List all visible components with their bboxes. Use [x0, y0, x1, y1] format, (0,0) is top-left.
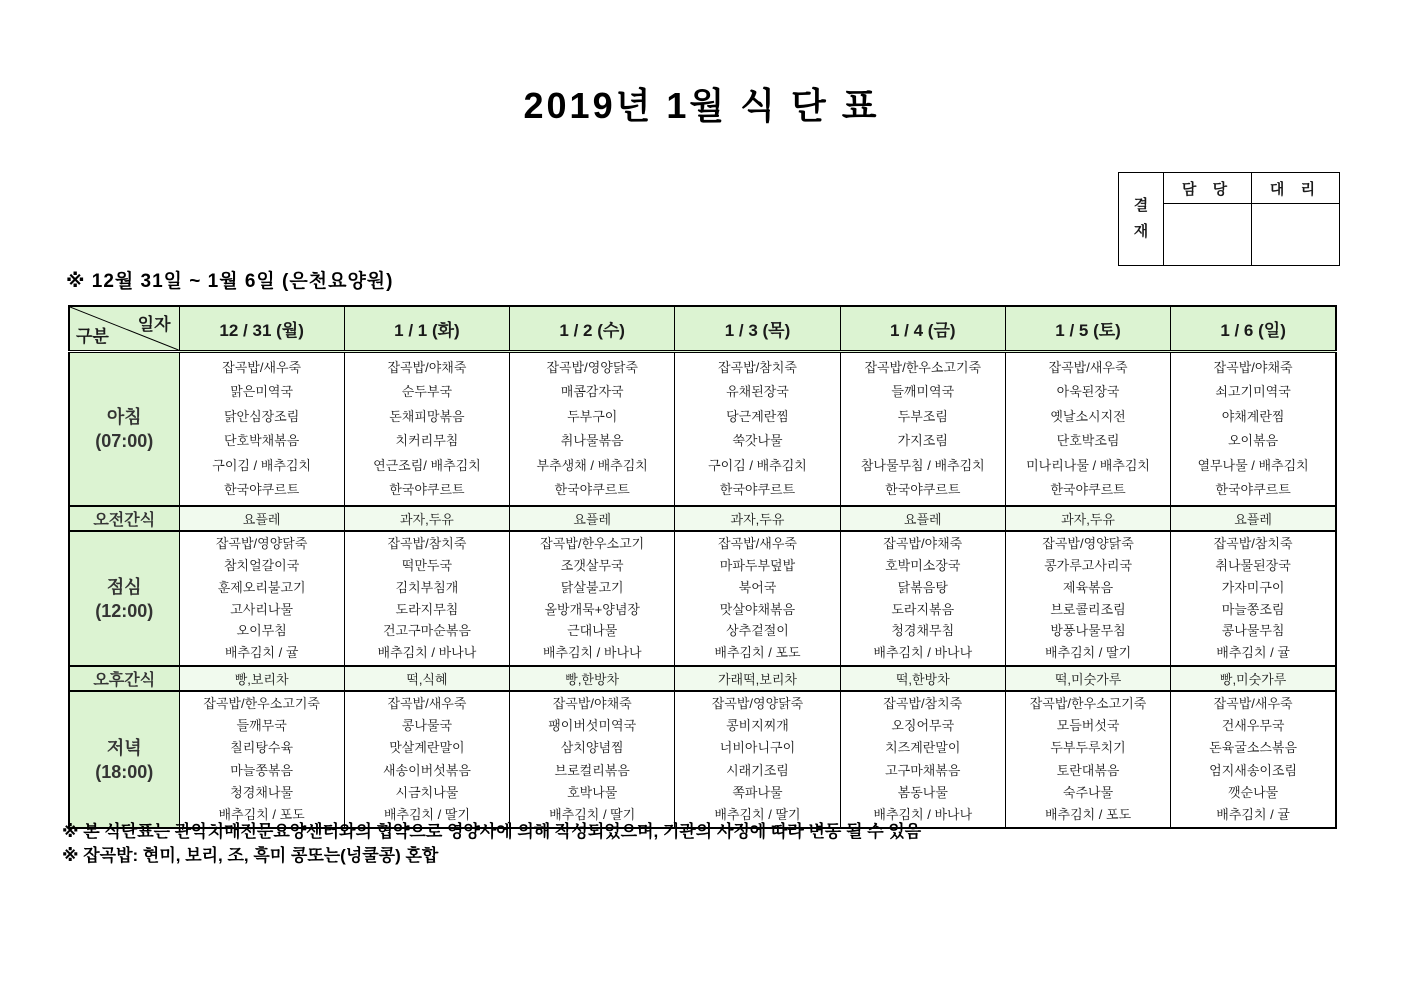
- row-breakfast: [69, 352, 1336, 507]
- approval-signature-cell: [1164, 204, 1252, 266]
- dinner-cell-4: 잡곡밥/참치죽 오징어무국 치즈계란말이 고구마채볶음 봄동나물 배추김치 / 바나나: [840, 691, 1005, 828]
- breakfast-cell-4: 잡곡밥/한우소고기죽 들깨미역국 두부조림 가지조림 참나물무침 / 배추김치 한국야쿠르트: [840, 352, 1005, 507]
- approval-label-text: 결재: [1133, 197, 1149, 240]
- footnote-2: ※ 잡곡밥: 현미, 보리, 조, 흑미 콩또는(넝쿨콩) 혼합: [62, 846, 439, 865]
- corner-label-category: 구분: [76, 327, 109, 346]
- lunch-cell-5: 잡곡밥/영양닭죽 콩가루고사리국 제육볶음 브로콜리조림 방풍나물무침 배추김치 / 딸기: [1005, 531, 1170, 666]
- pm-snack-cell-4: 떡,한방차: [840, 666, 1005, 691]
- breakfast-cell-0: 잡곡밥/새우죽 맑은미역국 닭안심장조림 단호박채볶음 구이김 / 배추김치 한국야쿠르트: [179, 352, 344, 507]
- pm-snack-cell-3: 가래떡,보리차: [675, 666, 840, 691]
- row-lunch: [69, 531, 1336, 666]
- day-header-row: [69, 306, 1336, 352]
- breakfast-cell-2: 잡곡밥/영양닭죽 매콤감자국 두부구이 취나물볶음 부추생채 / 배추김치 한국야쿠르트: [510, 352, 675, 507]
- row-am-snack: [69, 506, 1336, 531]
- corner-cell: [69, 306, 179, 352]
- day-header-1: 1 / 1 (화): [344, 306, 509, 352]
- approval-label: [1119, 173, 1164, 266]
- menu-table: [68, 305, 1337, 829]
- approval-box: [1118, 172, 1340, 266]
- footnote-1: ※ 본 식단표는 관악치매전문요양센터와의 협약으로 영양사에 의해 작성되었으며, 기관의 사정에 따라 변동 될 수 있음: [62, 822, 922, 841]
- menu-body: [69, 352, 1336, 829]
- date-range-subtitle: ※ 12월 31일 ~ 1월 6일 (은천요양원): [66, 271, 394, 292]
- dinner-cell-6: 잡곡밥/새우죽 건새우무국 돈육굴소스볶음 엄지새송이조림 깻순나물 배추김치 / 귤: [1171, 691, 1336, 828]
- corner-label-date: 일자: [137, 315, 171, 334]
- pm-snack-cell-1: 떡,식혜: [344, 666, 509, 691]
- lunch-cell-1: 잡곡밥/참치죽 떡만두국 김치부침개 도라지무침 건고구마순볶음 배추김치 / 바나나: [344, 531, 509, 666]
- am-snack-cell-4: 요플레: [840, 506, 1005, 531]
- day-header-6: 1 / 6 (일): [1171, 306, 1336, 352]
- breakfast-cell-5: 잡곡밥/새우죽 아욱된장국 옛날소시지전 단호박조림 미나리나물 / 배추김치 한국야쿠르트: [1005, 352, 1170, 507]
- lunch-cell-4: 잡곡밥/야채죽 호박미소장국 닭볶음탕 도라지볶음 청경채무침 배추김치 / 바나나: [840, 531, 1005, 666]
- lunch-cell-6: 잡곡밥/참치죽 취나물된장국 가자미구이 마늘쫑조림 콩나물무침 배추김치 / 귤: [1171, 531, 1336, 666]
- am-snack-cell-6: 요플레: [1171, 506, 1336, 531]
- approval-col-daeri: 대 리: [1252, 173, 1340, 204]
- day-header-0: 12 / 31 (월): [179, 306, 344, 352]
- row-label-breakfast: 아침 (07:00): [69, 352, 179, 507]
- footnotes: [62, 820, 1362, 868]
- pm-snack-cell-6: 빵,미숫가루: [1171, 666, 1336, 691]
- breakfast-cell-3: 잡곡밥/참치죽 유채된장국 당근계란찜 쑥갓나물 구이김 / 배추김치 한국야쿠르트: [675, 352, 840, 507]
- am-snack-cell-2: 요플레: [510, 506, 675, 531]
- row-label-pm-snack: 오후간식: [69, 666, 179, 691]
- day-header-5: 1 / 5 (토): [1005, 306, 1170, 352]
- am-snack-cell-1: 과자,두유: [344, 506, 509, 531]
- pm-snack-cell-5: 떡,미숫가루: [1005, 666, 1170, 691]
- dinner-cell-1: 잡곡밥/새우죽 콩나물국 맛살계란말이 새송이버섯볶음 시금치나물 배추김치 / 딸기: [344, 691, 509, 828]
- dinner-cell-3: 잡곡밥/영양닭죽 콩비지찌개 너비아니구이 시래기조림 쪽파나물 배추김치 / 딸기: [675, 691, 840, 828]
- pm-snack-cell-2: 빵,한방차: [510, 666, 675, 691]
- day-header-3: 1 / 3 (목): [675, 306, 840, 352]
- breakfast-cell-6: 잡곡밥/야채죽 쇠고기미역국 야채계란찜 오이볶음 열무나물 / 배추김치 한국야쿠르트: [1171, 352, 1336, 507]
- day-header-2: 1 / 2 (수): [510, 306, 675, 352]
- lunch-cell-3: 잡곡밥/새우죽 마파두부덮밥 북어국 맛살야채볶음 상추겉절이 배추김치 / 포도: [675, 531, 840, 666]
- am-snack-cell-5: 과자,두유: [1005, 506, 1170, 531]
- am-snack-cell-0: 요플레: [179, 506, 344, 531]
- am-snack-cell-3: 과자,두유: [675, 506, 840, 531]
- row-dinner: [69, 691, 1336, 828]
- dinner-cell-5: 잡곡밥/한우소고기죽 모듬버섯국 두부두루치기 토란대볶음 숙주나물 배추김치 / 포도: [1005, 691, 1170, 828]
- approval-signature-cell: [1252, 204, 1340, 266]
- dinner-cell-0: 잡곡밥/한우소고기죽 들깨무국 칠리탕수육 마늘쫑볶음 청경채나물 배추김치 / 포도: [179, 691, 344, 828]
- page-title: 2019년 1월 식 단 표: [523, 85, 880, 126]
- lunch-cell-0: 잡곡밥/영양닭죽 참치얼갈이국 훈제오리불고기 고사리나물 오이무침 배추김치 / 귤: [179, 531, 344, 666]
- breakfast-cell-1: 잡곡밥/야채죽 순두부국 돈채피망볶음 치커리무침 연근조림/ 배추김치 한국야쿠르트: [344, 352, 509, 507]
- approval-col-damdang: 담 당: [1164, 173, 1252, 204]
- row-label-lunch: 점심 (12:00): [69, 531, 179, 666]
- lunch-cell-2: 잡곡밥/한우소고기 조갯살무국 닭살불고기 올방개묵+양념장 근대나물 배추김치 / 바나나: [510, 531, 675, 666]
- row-pm-snack: [69, 666, 1336, 691]
- row-label-dinner: 저녁 (18:00): [69, 691, 179, 828]
- day-header-4: 1 / 4 (금): [840, 306, 1005, 352]
- pm-snack-cell-0: 빵,보리차: [179, 666, 344, 691]
- row-label-am-snack: 오전간식: [69, 506, 179, 531]
- dinner-cell-2: 잡곡밥/야채죽 팽이버섯미역국 삼치양념찜 브로컬리볶음 호박나물 배추김치 / 딸기: [510, 691, 675, 828]
